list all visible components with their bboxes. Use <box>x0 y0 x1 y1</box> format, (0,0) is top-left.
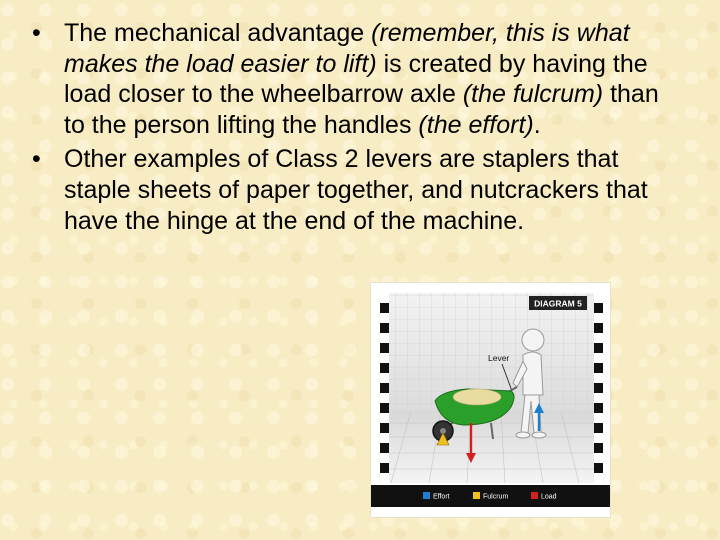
text-segment-italic: (the effort) <box>418 110 534 139</box>
text-segment: than to the person lifting the handles <box>64 80 659 139</box>
text-segment-italic: (the fulcrum) <box>462 80 604 109</box>
left-checker-rail <box>380 293 389 483</box>
right-checker-rail <box>594 293 603 483</box>
bullet-list <box>28 18 668 240</box>
bullet-text <box>64 145 648 234</box>
bullet-marker: • <box>32 145 41 174</box>
text-segment: is created by having the load closer to the wheelbarrow axle <box>64 49 648 109</box>
text-segment-italic: (remember, this is what makes the load easier to lift) <box>64 19 630 78</box>
legend-label-effort: Effort <box>433 493 450 501</box>
diagram-illustration <box>371 283 610 517</box>
lever-label: Lever <box>488 353 510 363</box>
legend-swatch-fulcrum <box>473 492 480 499</box>
bullet-item <box>28 18 668 140</box>
legend-swatch-load <box>531 492 538 499</box>
text-segment: . <box>533 110 541 139</box>
bullet-text <box>64 19 659 139</box>
text-segment: Other examples of Class 2 levers are staplers that staple sheets of paper together, and nutcrackers that have the hinge at the end of the machine. <box>64 145 648 235</box>
wheelbarrow-diagram <box>371 283 610 517</box>
legend-swatch-effort <box>423 492 430 499</box>
bullet-item <box>28 144 668 236</box>
legend-label-fulcrum: Fulcrum <box>483 493 509 501</box>
bullet-marker: • <box>32 19 41 47</box>
text-segment: The mechanical advantage <box>64 19 372 47</box>
diagram-badge-text: DIAGRAM 5 <box>534 298 582 309</box>
legend-label-load: Load <box>541 493 557 501</box>
